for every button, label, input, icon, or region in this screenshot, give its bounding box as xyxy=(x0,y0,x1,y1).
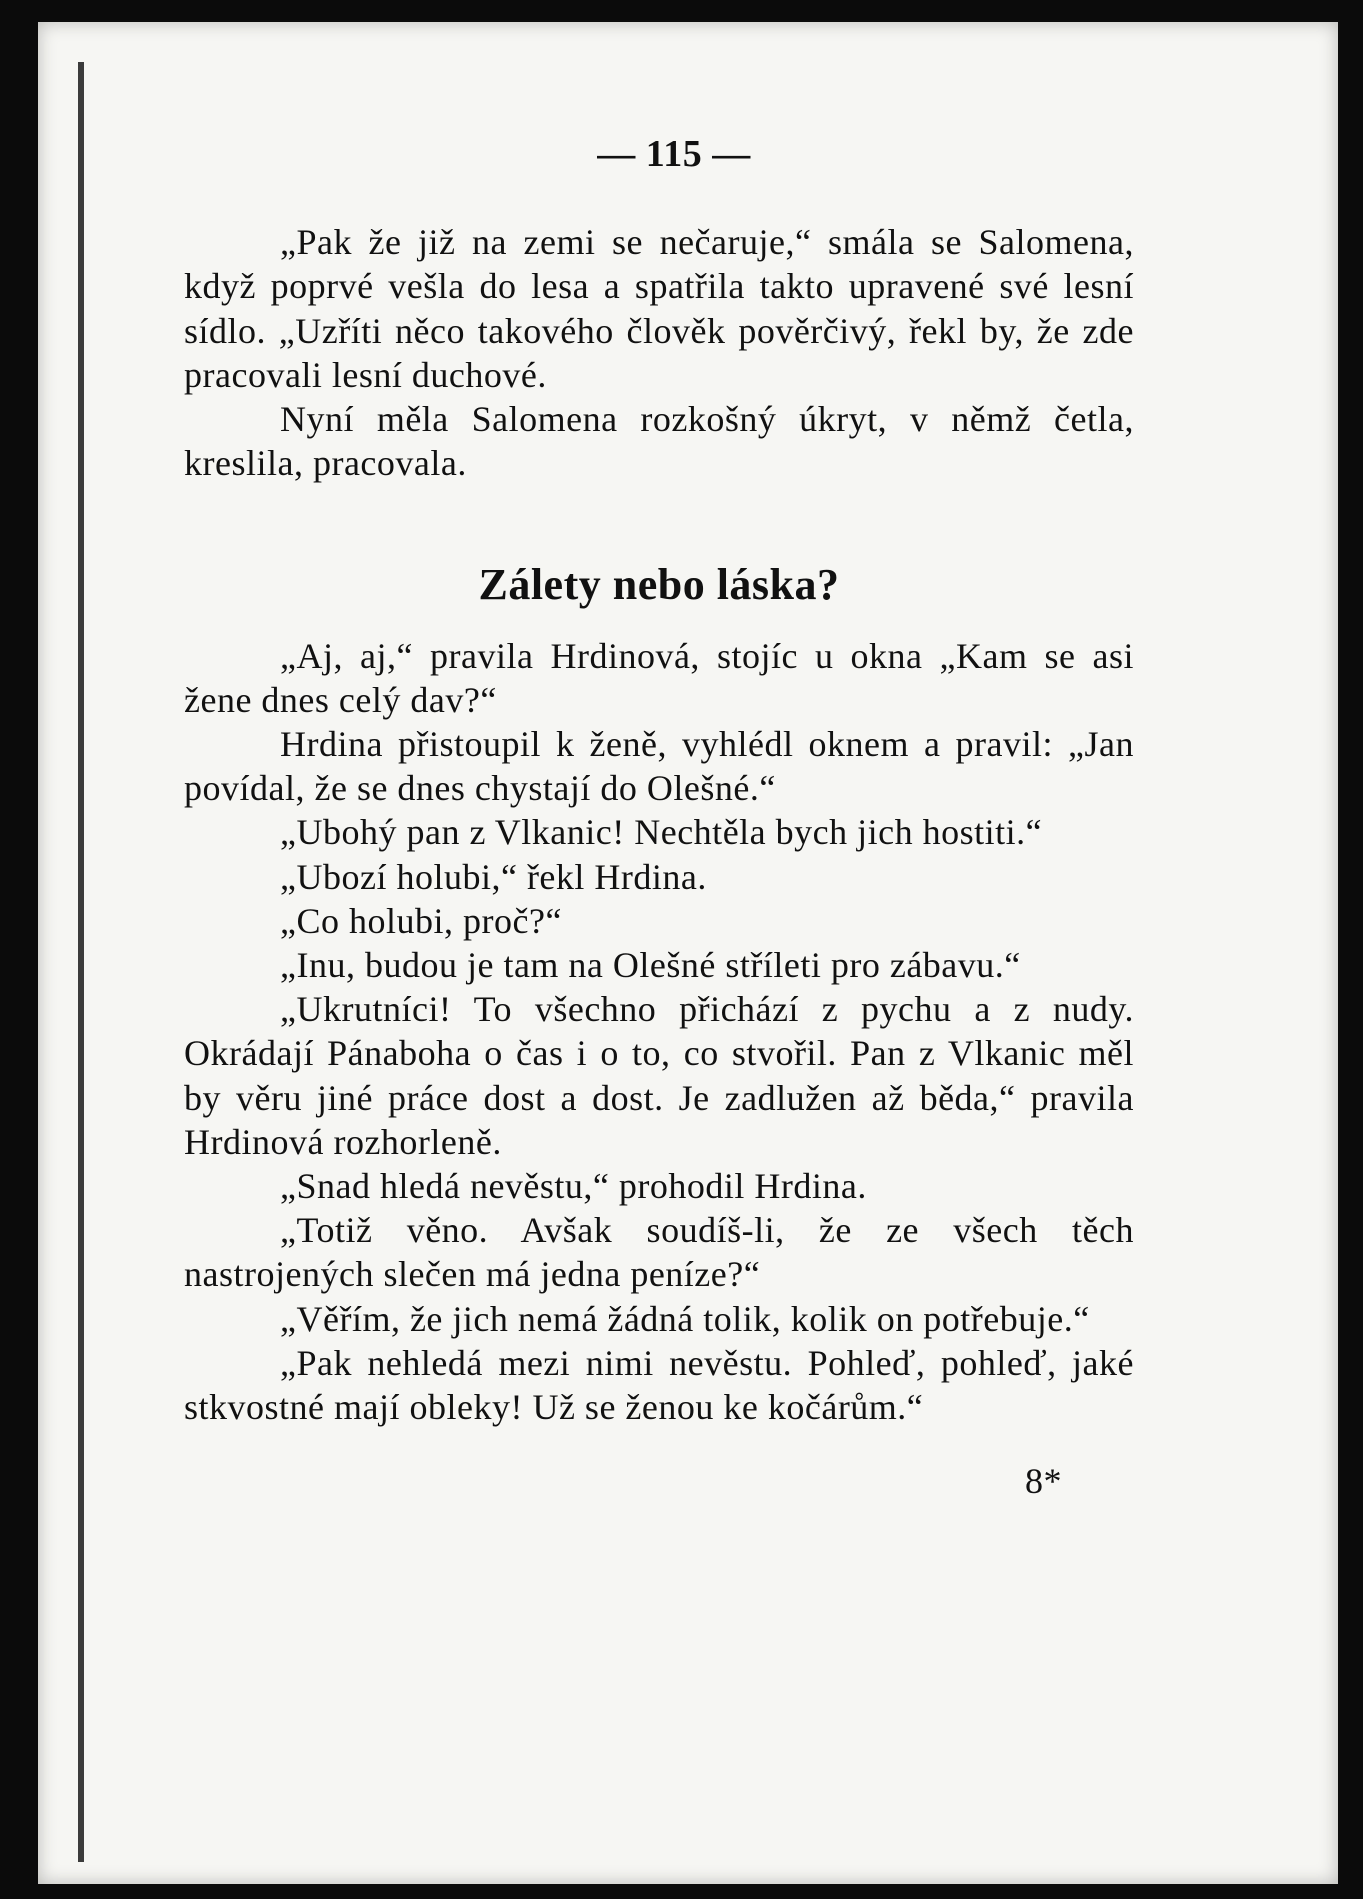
page-binding-edge xyxy=(78,62,100,1862)
paragraph: „Věřím, že jich nemá žádná tolik, kolik on potřebuje.“ xyxy=(280,1298,1090,1339)
page-text-block xyxy=(184,132,1134,1503)
paragraph: „Inu, budou je tam na Olešné stříleti pro zábavu.“ xyxy=(280,945,1021,986)
paragraph: „Ubohý pan z Vlkanic! Nechtěla bych jich hostiti.“ xyxy=(280,812,1043,853)
paragraph: Hrdina přistoupil k ženě, vyhlédl oknem a pravil: „Jan povídal, že se dnes chystají do Olešné.“ xyxy=(184,724,1134,809)
paragraph: „Pak že již na zemi se nečaruje,“ smála se Salomena, když poprvé vešla do lesa a spatřila takto upravené své lesní sídlo. „Uzříti něco takového člověk pověrčivý, řekl by, že zde pracovali lesní duchové. xyxy=(184,222,1134,395)
paragraph: „Pak nehledá mezi nimi nevěstu. Pohleď, pohleď, jaké stkvostné mají obleky! Už se ženou ke kočárům.“ xyxy=(184,1342,1134,1428)
paragraph: „Snad hledá nevěstu,“ prohodil Hrdina. xyxy=(280,1166,867,1207)
signature-mark: 8* xyxy=(1025,1461,1062,1502)
paragraph: Nyní měla Salomena rozkošný úkryt, v němž četla, kreslila, pracovala. xyxy=(184,399,1134,484)
page-number: — 115 — xyxy=(597,133,751,175)
paragraph: „Ubozí holubi,“ řekl Hrdina. xyxy=(280,856,707,897)
paragraph: „Aj, aj,“ pravila Hrdinová, stojíc u okna „Kam se asi žene dnes celý dav?“ xyxy=(184,635,1134,720)
paragraph: „Co holubi, proč?“ xyxy=(280,900,562,941)
paragraph: „Ukrutníci! To všechno přichází z pychu a z nudy. Okrádají Pánaboha o čas i o to, co stvořil. Pan z Vlkanic měl by věru jiné práce dost a dost. Je zadlužen až běda,“ pravila Hrdinová rozhorleně. xyxy=(184,989,1134,1162)
paragraph: „Totiž věno. Avšak soudíš-li, že ze všech těch nastrojených slečen má jedna peníze?“ xyxy=(184,1210,1134,1295)
section-heading: Zálety nebo láska? xyxy=(478,560,840,610)
book-page xyxy=(38,22,1338,1884)
